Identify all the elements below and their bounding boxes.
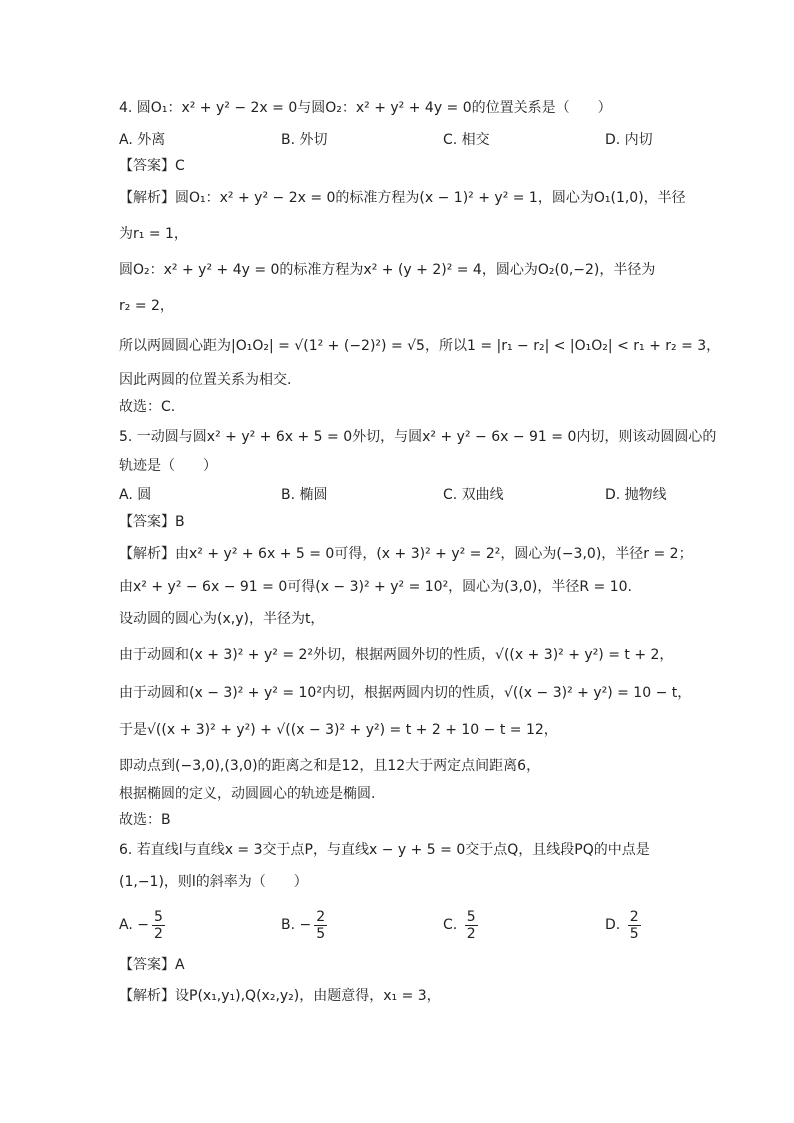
option-a: A. − $\frac{5}{2}$ [119, 908, 163, 942]
analysis-line: 圆O₂：x² + y² + 4y = 0的标准方程为x² + (y + 2)² = 4，圆心为O₂(0,−2)，半径为 [119, 262, 656, 278]
analysis-line: 【解析】设P(x₁,y₁),Q(x₂,y₂)，由题意得，x₁ = 3， [119, 988, 441, 1004]
option-a: A. 圆 [119, 487, 152, 503]
question-6-stem: 6. 若直线l与直线x = 3交于点P，与直线x − y + 5 = 0交于点Q，且线段PQ的中点是 [119, 842, 650, 858]
option-a: A. 外离 [119, 132, 166, 148]
choice-line: 故选：C. [119, 399, 176, 415]
analysis-line: 【解析】圆O₁：x² + y² − 2x = 0的标准方程为(x − 1)² + y² = 1，圆心为O₁(1,0)，半径 [119, 190, 686, 206]
analysis-line: 因此两圆的位置关系为相交. [119, 372, 292, 388]
analysis-line: 【解析】由x² + y² + 6x + 5 = 0可得，(x + 3)² + y² = 2²，圆心为(−3,0)，半径r = 2； [119, 546, 693, 562]
analysis-line: 为r₁ = 1， [119, 226, 188, 242]
answer-label: 【答案】C [119, 158, 185, 174]
analysis-line: 由于动圆和(x + 3)² + y² = 2²外切，根据两圆外切的性质，√((x + 3)² + y²) = t + 2， [119, 647, 674, 663]
question-5-stem-cont: 轨迹是（ ） [119, 458, 217, 474]
fraction: $\frac{5}{2}$ [153, 908, 163, 942]
question-4-stem: 4. 圆O₁：x² + y² − 2x = 0与圆O₂：x² + y² + 4y = 0的位置关系是（ ） [119, 100, 612, 116]
question-5-stem: 5. 一动圆与圆x² + y² + 6x + 5 = 0外切，与圆x² + y² − 6x − 91 = 0内切，则该动圆圆心的 [119, 429, 717, 445]
analysis-line: 即动点到(−3,0),(3,0)的距离之和是12，且12大于两定点间距离6， [119, 758, 541, 774]
option-d: D. 内切 [605, 132, 653, 148]
analysis-line: r₂ = 2， [119, 298, 174, 314]
analysis-line: 于是√((x + 3)² + y²) + √((x − 3)² + y²) = t + 2 + 10 − t = 12， [119, 722, 558, 738]
option-c: C. 双曲线 [443, 487, 504, 503]
choice-line: 故选：B [119, 812, 171, 828]
answer-label: 【答案】B [119, 514, 185, 530]
question-6-stem-cont: (1,−1)，则l的斜率为（ ） [119, 874, 308, 890]
option-b: B. 外切 [281, 132, 328, 148]
question-5-options [119, 483, 679, 507]
question-6-options [119, 904, 679, 946]
analysis-line: 由x² + y² − 6x − 91 = 0可得(x − 3)² + y² = 10²，圆心为(3,0)，半径R = 10. [119, 579, 632, 595]
analysis-line: 根据椭圆的定义，动圆圆心的轨迹是椭圆. [119, 786, 376, 802]
fraction: $\frac{5}{2}$ [466, 908, 476, 942]
analysis-line: 设动圆的圆心为(x,y)，半径为t， [119, 611, 325, 627]
option-c: C. $\frac{5}{2}$ [443, 908, 476, 942]
option-b: B. − $\frac{2}{5}$ [281, 908, 326, 942]
option-d: D. 抛物线 [605, 487, 667, 503]
option-d: D. $\frac{2}{5}$ [605, 908, 639, 942]
fraction: $\frac{2}{5}$ [629, 908, 639, 942]
analysis-line: 由于动圆和(x − 3)² + y² = 10²内切，根据两圆内切的性质，√((x − 3)² + y²) = 10 − t， [119, 685, 692, 701]
analysis-line: 所以两圆圆心距为|O₁O₂| = √(1² + (−2)²) = √5，所以1 = |r₁ − r₂| < |O₁O₂| < r₁ + r₂ = 3， [119, 338, 721, 354]
option-b: B. 椭圆 [281, 487, 328, 503]
option-c: C. 相交 [443, 132, 490, 148]
question-4-options [119, 128, 679, 152]
answer-label: 【答案】A [119, 957, 185, 973]
fraction: $\frac{2}{5}$ [316, 908, 326, 942]
